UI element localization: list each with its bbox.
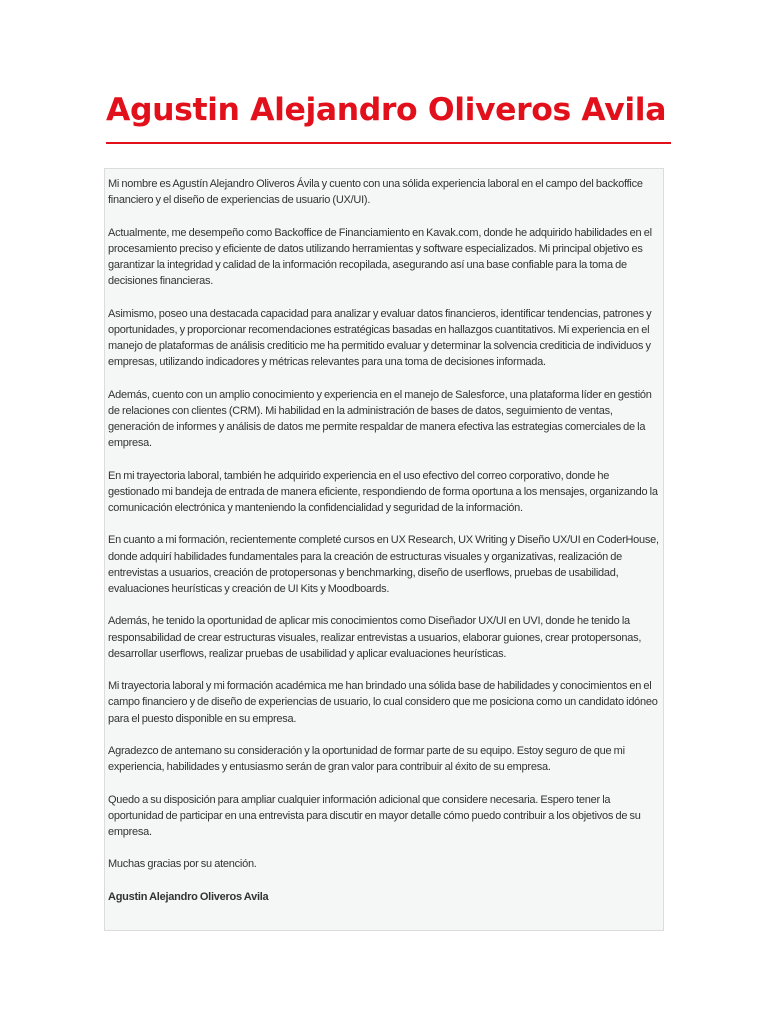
paragraph-salesforce: Además, cuento con un amplio conocimiento y experiencia en el manejo de Salesforce, una plataforma líder en gestión de relaciones con clientes (CRM). Mi habilidad en la administración de bases de datos, seguimiento de ventas, generación de informes y análisis de datos me permite respaldar de manera efectiva las estrategias comerciales de la empresa. xyxy=(108,388,652,450)
paragraph-thanks: Agradezco de antemano su consideración y la oportunidad de formar parte de su equipo. Estoy seguro de que mi experiencia, habilidades y entusiasmo serán de gran valor para contribuir al éxito de su empresa. xyxy=(108,744,625,774)
paragraph-education: En cuanto a mi formación, recientemente completé cursos en UX Research, UX Writing y Diseño UX/UI en CoderHouse, donde adquirí habilidades fundamentales para la creación de estructuras visuales y organizativas, realización de entrevistas a usuarios, creación de protopersonas y benchmarking, diseño de userflows, pruebas de usabilidad, evaluaciones heurísticas y creación de UI Kits y Moodboards. xyxy=(108,534,659,595)
page-title: Agustin Alejandro Oliveros Avila xyxy=(106,92,667,128)
paragraph-corporate-email: En mi trayectoria laboral, también he adquirido experiencia en el uso efectivo del correo corporativo, donde he gestionado mi bandeja de entrada de manera eficiente, respondiendo de forma oportuna a los mensajes, organizando la comunicación electrónica y manteniendo la confidencialidad y seguridad de la información. xyxy=(108,469,658,514)
signature: Agustin Alejandro Oliveros Avila xyxy=(108,890,269,903)
paragraph-availability: Quedo a su disposición para ampliar cualquier información adicional que considere necesaria. Espero tener la oportunidad de participar en una entrevista para discutir en mayor detalle cómo puedo contribuir a los objetivos de su empresa. xyxy=(108,793,641,838)
paragraph-current-role: Actualmente, me desempeño como Backoffice de Financiamiento en Kavak.com, donde he adquirido habilidades en el procesamiento preciso y eficiente de datos utilizando herramientas y software especializados. Mi principal objetivo es garantizar la integridad y calidad de la información recopilada, asegurando así una base confiable para la toma de decisiones financieras. xyxy=(108,226,652,288)
paragraph-financial-analysis: Asimismo, poseo una destacada capacidad para analizar y evaluar datos financieros, identificar tendencias, patrones y oportunidades, y proporcionar recomendaciones estratégicas basadas en hallazgos cuantitativos. Mi experiencia en el manejo de plataformas de análisis crediticio me ha permitido evaluar y determinar la solvencia crediticia de individuos y empresas, utilizando indicadores y métricas relevantes para una toma de decisiones informada. xyxy=(108,307,652,369)
cover-letter-body xyxy=(104,168,664,931)
paragraph-uvi-experience: Además, he tenido la oportunidad de aplicar mis conocimientos como Diseñador UX/UI en UVI, donde he tenido la responsabilidad de crear estructuras visuales, realizar entrevistas a usuarios, elaborar guiones, crear protopersonas, desarrollar userflows, realizar pruebas de usabilidad y aplicar evaluaciones heurísticas. xyxy=(108,615,642,660)
paragraph-summary: Mi trayectoria laboral y mi formación académica me han brindado una sólida base de habilidades y conocimientos en el campo financiero y de diseño de experiencias de usuario, lo cual considero que me posiciona como un candidato idóneo para el puesto disponible en su empresa. xyxy=(108,680,658,725)
paragraph-introduction: Mi nombre es Agustín Alejandro Oliveros Ávila y cuento con una sólida experiencia laboral en el campo del backoffice financiero y el diseño de experiencias de usuario (UX/UI). xyxy=(108,178,643,207)
paragraph-closing: Muchas gracias por su atención. xyxy=(108,858,257,871)
title-divider xyxy=(106,142,671,144)
